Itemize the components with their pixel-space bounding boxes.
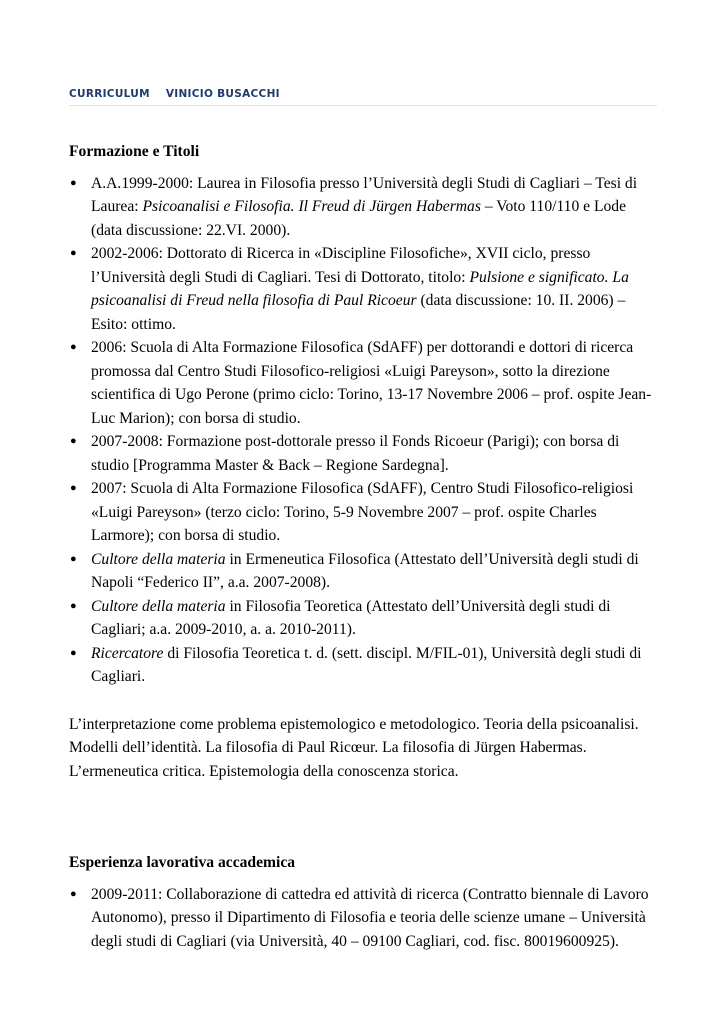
section-esperienza [69,851,661,953]
bullet-icon: ● [70,887,77,900]
bullet-icon: ● [70,482,77,494]
bullet-icon: ● [70,435,77,447]
bullet-icon: ● [70,247,77,259]
list-item: ● Ricercatore di Filosofia Teoretica t. d. (sett. discipl. M/FIL-01), Università degli studi di Cagliari. [69,642,661,689]
list-item: ● Cultore della materia in Ermeneutica Filosofica (Attestato dell’Università degli studi di Napoli “Federico II”, a.a. 2007-2008). [69,548,661,595]
list-item: ● 2007: Scuola di Alta Formazione Filosofica (SdAFF), Centro Studi Filosofico-religiosi «Luigi Pareyson» (terzo ciclo: Torino, 5-9 Novembre 2007 – prof. ospite Charles Larmore); con borsa di studio. [69,477,661,548]
section-title-formazione: Formazione e Titoli [69,143,200,160]
section-title-esperienza: Esperienza lavorativa accademica [69,854,296,871]
bullet-icon: ● [70,341,77,353]
bullet-icon: ● [70,646,77,659]
formazione-list [69,172,661,689]
list-item: ● 2006: Scuola di Alta Formazione Filosofica (SdAFF) per dottorandi e dottori di ricerca promossa dal Centro Studi Filosofico-religiosi «Luigi Pareyson», sotto la direzione scientifica di Ugo Perone (primo ciclo: Torino, 13-17 Novembre 2006 – prof. ospite Jean-Luc Marion); con borsa di studio. [69,336,661,430]
bullet-icon: ● [70,176,77,189]
list-item: ● Cultore della materia in Filosofia Teoretica (Attestato dell’Università degli studi di Cagliari; a.a. 2009-2010, a. a. 2010-2011). [69,595,661,642]
bullet-icon: ● [70,599,77,612]
document-body [69,140,661,953]
list-item: ● A.A.1999-2000: Laurea in Filosofia presso l’Università degli Studi di Cagliari – Tesi di Laurea: Psicoanalisi e Filosofia. Il Freud di Jürgen Habermas – Voto 110/110 e Lode (data discussione: 22.VI. 2000). [69,172,661,243]
list-item: ● 2009-2011: Collaborazione di cattedra ed attività di ricerca (Contratto biennale di Lavoro Autonomo), presso il Dipartimento di Filosofia e teoria delle scienze umane – Università degli studi di Cagliari (via Università, 40 – 09100 Cagliari, cod. fisc. 80019600925). [69,883,661,954]
bullet-icon: ● [70,552,77,565]
header-label: CURRICULUM [69,88,150,100]
page-header [69,88,657,106]
research-interests-paragraph: L’interpretazione come problema epistemologico e metodologico. Teoria della psicoanalisi. Modelli dell’identità. La filosofia di Paul Ricœur. La filosofia di Jürgen Habermas. L’ermeneutica critica. Epistemologia della conoscenza storica. [69,715,639,780]
list-item: ● 2002-2006: Dottorato di Ricerca in «Discipline Filosofiche», XVII ciclo, presso l’Università degli Studi di Cagliari. Tesi di Dottorato, titolo: Pulsione e significato. La psicoanalisi di Freud nella filosofia di Paul Ricoeur (data discussione: 10. II. 2006) – Esito: ottimo. [69,242,661,336]
esperienza-list [69,883,661,954]
header-name: VINICIO BUSACCHI [165,88,280,100]
list-item: ● 2007-2008: Formazione post-dottorale presso il Fonds Ricoeur (Parigi); con borsa di studio [Programma Master & Back – Regione Sardegna]. [69,430,661,477]
